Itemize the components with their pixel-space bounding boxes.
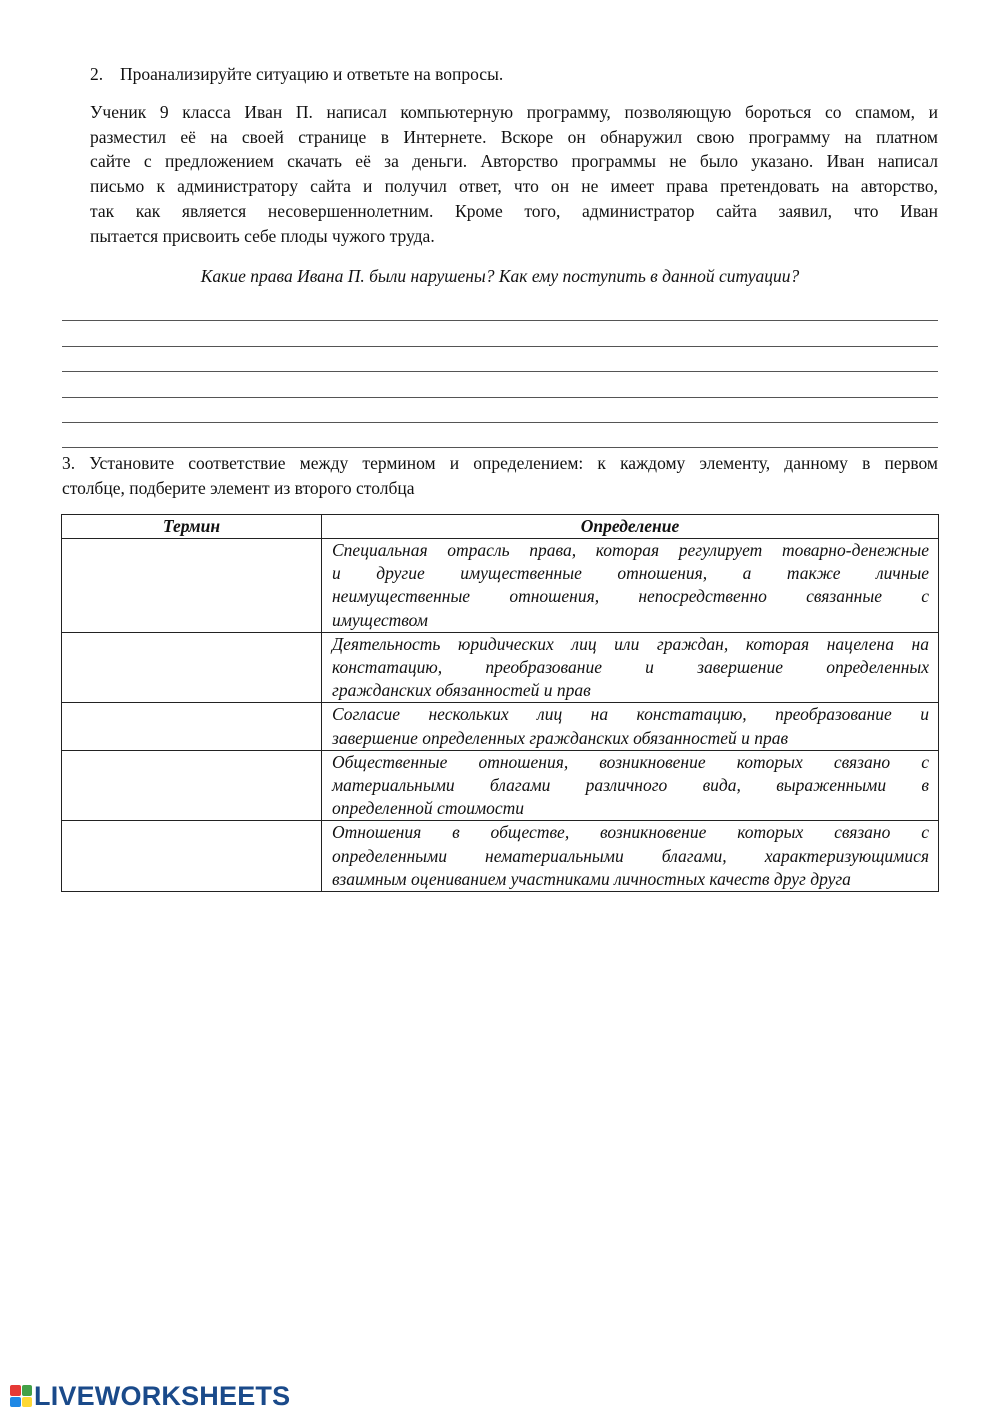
- definition-line: определенной стоимости: [332, 798, 525, 819]
- situation-line: разместил её на своей странице в Интернете. Вскоре он обнаружил свою программу на платном: [90, 126, 938, 147]
- term-cell[interactable]: [62, 703, 322, 750]
- answer-line[interactable]: [62, 447, 938, 448]
- term-cell[interactable]: [62, 632, 322, 703]
- definition-line: и другие имущественные отношения, а также личные: [332, 563, 929, 584]
- answer-line[interactable]: [62, 371, 938, 372]
- definition-line: констатацию, преобразование и завершение определенных: [332, 657, 929, 678]
- task2-number: 2.: [90, 64, 104, 84]
- table-row: [62, 632, 939, 703]
- definition-line: имуществом: [332, 609, 428, 630]
- situation-line: Ученик 9 класса Иван П. написал компьютерную программу, позволяющую бороться со спамом, и: [90, 102, 938, 122]
- header-definition: Определение: [322, 515, 939, 539]
- matching-table: [61, 514, 939, 892]
- task3-line: 3. Установите соответствие между термином и определением: к каждому элементу, данному в первом: [62, 453, 938, 473]
- table-row: [62, 750, 939, 821]
- logo-block: [10, 1385, 21, 1396]
- situation-line: пытается присвоить себе плоды чужого труда.: [90, 225, 435, 246]
- definition-line: Деятельность юридических лиц или граждан, которая нацелена на: [332, 633, 929, 654]
- term-cell[interactable]: [62, 539, 322, 633]
- task3-line: столбце, подберите элемент из второго столбца: [62, 478, 415, 498]
- logo-block: [22, 1397, 33, 1408]
- definition-line: Специальная отрасль права, которая регулирует товарно-денежные: [332, 540, 929, 560]
- logo-block: [10, 1397, 21, 1408]
- table-row: [62, 703, 939, 750]
- definition-line: взаимным оцениванием участниками личностных качеств друг друга: [332, 868, 851, 889]
- answer-line[interactable]: [62, 346, 938, 347]
- task2-title-text: Проанализируйте ситуацию и ответьте на вопросы.: [120, 64, 504, 84]
- situation-line: так как является несовершеннолетним. Кроме того, администратор сайта заявил, что Иван: [90, 200, 938, 221]
- table-row: [62, 539, 939, 633]
- logo-text: LIVEWORKSHEETS: [34, 1380, 291, 1411]
- definition-line: определенными нематериальными благами, характеризующимися: [332, 845, 929, 866]
- definition-line: неимущественные отношения, непосредственно связанные с: [332, 586, 929, 607]
- logo-block: [22, 1385, 33, 1396]
- definition-line: Отношения в обществе, возникновение которых связано с: [332, 822, 929, 843]
- term-cell[interactable]: [62, 821, 322, 892]
- situation-line: письмо к администратору сайта и получил ответ, что он не имеет права претендовать на авторство,: [90, 176, 938, 197]
- term-cell[interactable]: [62, 750, 322, 821]
- definition-cell: [322, 632, 939, 703]
- table-header-row: [62, 515, 939, 539]
- definition-line: материальными благами различного вида, выраженными в: [332, 775, 929, 796]
- table-row: [62, 821, 939, 892]
- task2-situation-text: [90, 100, 938, 248]
- definition-cell: [322, 750, 939, 821]
- liveworksheets-logo[interactable]: [10, 1381, 290, 1411]
- header-term: Термин: [62, 515, 322, 539]
- definition-line: завершение определенных гражданских обязанностей и прав: [332, 727, 789, 748]
- definition-line: Общественные отношения, возникновение которых связано с: [332, 751, 929, 772]
- definition-cell: [322, 821, 939, 892]
- task2-title: [90, 62, 503, 86]
- answer-line[interactable]: [62, 397, 938, 398]
- logo-blocks-icon: [10, 1385, 32, 1407]
- definition-line: гражданских обязанностей и прав: [332, 680, 591, 701]
- definition-line: Согласие нескольких лиц на констатацию, преобразование и: [332, 704, 929, 725]
- situation-line: сайте с предложением скачать её за деньги. Авторство программы не было указано. Иван написал: [90, 151, 938, 172]
- task3-instructions: [62, 451, 938, 501]
- answer-line[interactable]: [62, 320, 938, 321]
- definition-cell: [322, 703, 939, 750]
- task2-question: Какие права Ивана П. были нарушены? Как ему поступить в данной ситуации?: [200, 266, 800, 286]
- answer-line[interactable]: [62, 422, 938, 423]
- definition-cell: [322, 539, 939, 633]
